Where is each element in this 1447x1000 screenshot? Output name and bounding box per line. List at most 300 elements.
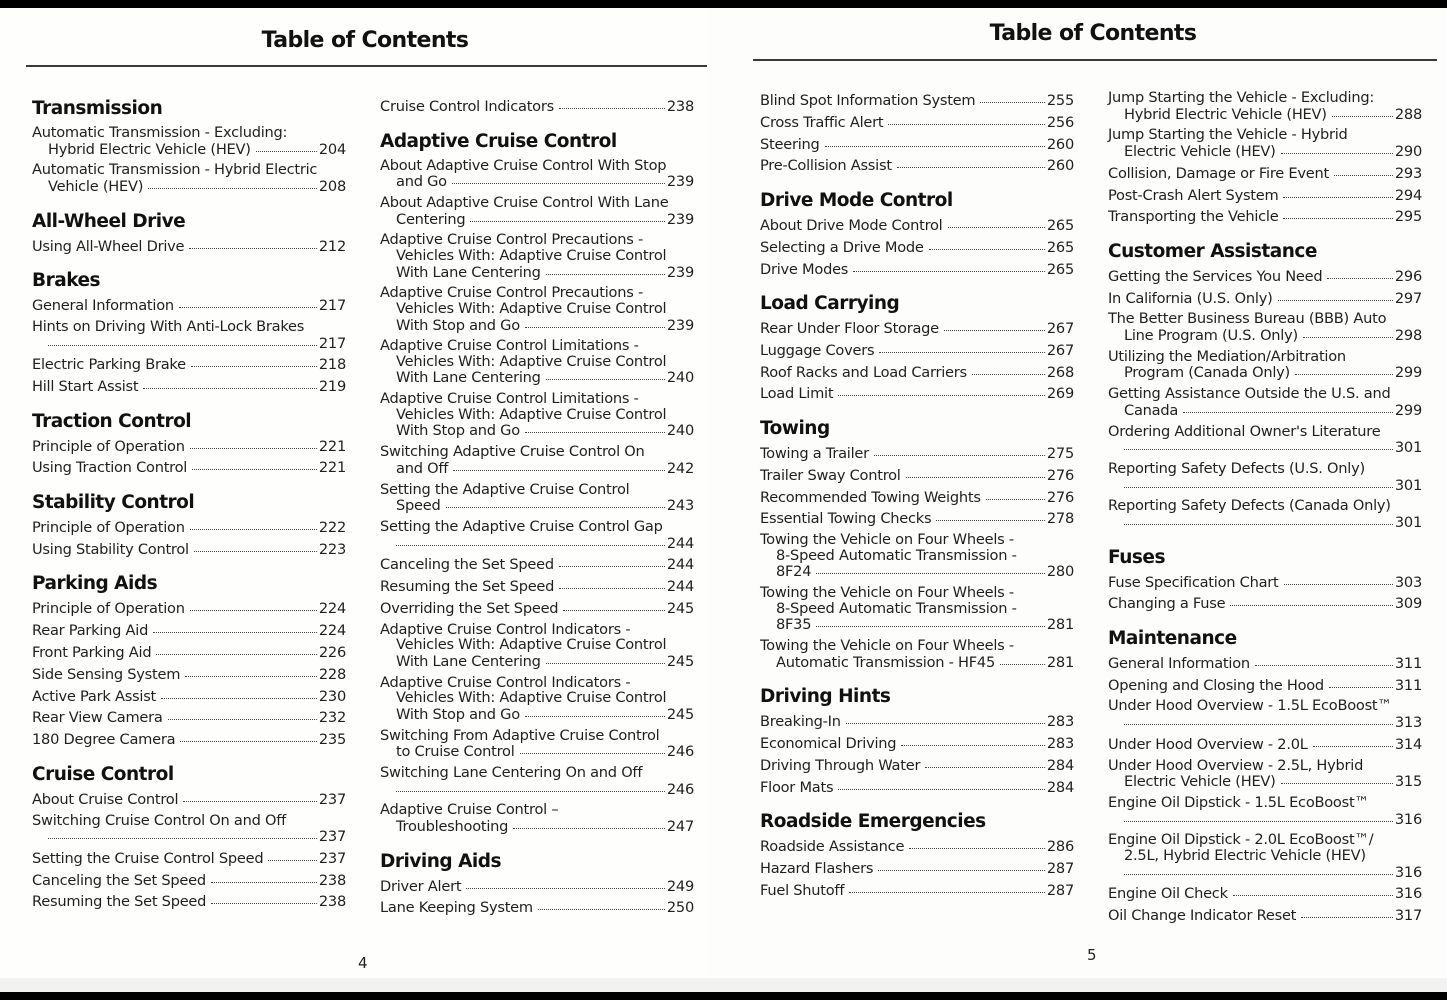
page-reference[interactable]: 267 xyxy=(1046,341,1074,359)
toc-entry[interactable] xyxy=(760,364,1074,381)
toc-entry[interactable] xyxy=(1108,386,1422,418)
toc-entry[interactable] xyxy=(1108,574,1422,591)
entry-title-line: Using Traction Control xyxy=(32,459,188,477)
toc-entry[interactable] xyxy=(1108,424,1422,456)
page-reference[interactable]: 245 xyxy=(666,599,694,617)
toc-entry[interactable] xyxy=(760,261,1074,278)
page-reference[interactable]: 286 xyxy=(1046,838,1074,856)
page-reference[interactable]: 311 xyxy=(1394,676,1422,694)
toc-entry[interactable] xyxy=(760,757,1074,774)
entry-title-line: Adaptive Cruise Control Limitations - xyxy=(380,337,639,355)
entry-title-line: 2.5L, Hybrid Electric Vehicle (HEV) xyxy=(1124,846,1366,864)
toc-entry[interactable] xyxy=(380,578,694,595)
page-reference[interactable]: 309 xyxy=(1394,595,1422,613)
toc-entry[interactable] xyxy=(1108,165,1422,182)
entry-title-line: Load Limit xyxy=(760,385,834,403)
dot-leader xyxy=(929,237,1045,250)
toc-entry[interactable] xyxy=(32,666,346,683)
toc-entry[interactable] xyxy=(32,125,346,157)
page-reference[interactable]: 212 xyxy=(318,237,346,255)
dot-leader xyxy=(1334,163,1393,176)
entry-title-line: Automatic Transmission - HF45 xyxy=(776,653,995,671)
page-reference[interactable]: 240 xyxy=(666,369,694,387)
toc-entry[interactable] xyxy=(32,438,346,455)
toc-entry[interactable] xyxy=(1108,795,1422,827)
toc-entry[interactable] xyxy=(1108,655,1422,672)
toc-entry[interactable] xyxy=(760,489,1074,506)
toc-entry[interactable] xyxy=(1108,349,1422,381)
toc-entry[interactable] xyxy=(32,872,346,889)
entry-title-line: Program (Canada Only) xyxy=(1124,364,1290,382)
section-heading: Driving Hints xyxy=(760,686,891,708)
page-reference[interactable]: 315 xyxy=(1394,773,1422,791)
toc-section xyxy=(380,851,694,916)
toc-entry[interactable] xyxy=(760,136,1074,153)
dot-leader xyxy=(520,741,665,754)
page-reference[interactable]: 265 xyxy=(1046,216,1074,234)
page-reference[interactable]: 313 xyxy=(1394,714,1422,732)
entry-title-line: Principle of Operation xyxy=(32,600,185,618)
entry-title-line: Vehicles With: Adaptive Cruise Control xyxy=(396,689,667,707)
page-reference[interactable]: 237 xyxy=(318,828,346,846)
page-reference[interactable]: 295 xyxy=(1394,208,1422,226)
toc-section xyxy=(32,764,346,910)
entry-title-line: Switching Adaptive Cruise Control On xyxy=(380,443,645,461)
toc-entry[interactable] xyxy=(32,319,346,351)
toc-entry[interactable] xyxy=(760,882,1074,899)
toc-entry[interactable] xyxy=(380,878,694,895)
page-reference[interactable]: 238 xyxy=(318,871,346,889)
page-reference[interactable]: 316 xyxy=(1394,885,1422,903)
toc-entry[interactable] xyxy=(32,297,346,314)
dot-leader xyxy=(546,367,665,380)
page-reference[interactable]: 301 xyxy=(1394,439,1422,457)
dot-leader xyxy=(948,215,1045,228)
toc-entry[interactable] xyxy=(1108,758,1422,790)
left-page xyxy=(0,8,708,992)
page-reference[interactable]: 244 xyxy=(666,534,694,552)
entry-title-line: Hill Start Assist xyxy=(32,378,139,396)
dot-leader xyxy=(525,315,665,328)
toc-entry[interactable] xyxy=(760,239,1074,256)
dot-leader xyxy=(183,789,317,802)
toc-entry[interactable] xyxy=(380,675,694,723)
entry-title-line: Hints on Driving With Anti-Lock Brakes xyxy=(32,317,305,335)
page-reference[interactable]: 287 xyxy=(1046,860,1074,877)
dot-leader xyxy=(559,96,665,109)
entry-title-line: 8F24 xyxy=(776,563,812,581)
page-reference[interactable]: 283 xyxy=(1046,713,1074,731)
entry-title-line: Economical Driving xyxy=(760,735,897,753)
dot-leader xyxy=(470,209,664,222)
page-reference[interactable]: 316 xyxy=(1394,810,1422,828)
toc-column xyxy=(1108,90,1422,940)
toc-entry[interactable] xyxy=(380,600,694,617)
entry-title-line: Pre-Collision Assist xyxy=(760,157,892,175)
entry-title-line: Jump Starting the Vehicle - Excluding: xyxy=(1108,89,1375,106)
toc-entry[interactable] xyxy=(760,114,1074,131)
page-reference[interactable]: 239 xyxy=(666,263,694,281)
page-reference[interactable]: 297 xyxy=(1394,289,1422,307)
page-reference[interactable]: 294 xyxy=(1394,186,1422,204)
toc-entry[interactable] xyxy=(380,195,694,227)
entry-title-line: Recommended Towing Weights xyxy=(760,488,981,506)
entry-title-line: Towing a Trailer xyxy=(760,445,869,463)
page-reference[interactable]: 299 xyxy=(1394,401,1422,419)
entry-title-line: About Adaptive Cruise Control With Stop xyxy=(380,156,667,174)
toc-entry[interactable] xyxy=(760,638,1074,670)
toc-entry[interactable] xyxy=(760,217,1074,234)
toc-entry[interactable] xyxy=(32,356,346,373)
dot-leader xyxy=(1313,734,1393,747)
toc-entry[interactable] xyxy=(380,728,694,760)
page-reference[interactable]: 284 xyxy=(1046,756,1074,774)
page-reference[interactable]: 288 xyxy=(1394,105,1422,123)
dot-leader xyxy=(1124,437,1393,450)
entry-title-line: Getting Assistance Outside the U.S. and xyxy=(1108,385,1391,403)
dot-leader xyxy=(453,458,665,471)
toc-entry[interactable] xyxy=(32,378,346,395)
dot-leader xyxy=(944,318,1045,331)
section-heading: Parking Aids xyxy=(32,573,158,595)
toc-entry[interactable] xyxy=(760,532,1074,580)
page-reference[interactable]: 276 xyxy=(1046,466,1074,484)
toc-entry[interactable] xyxy=(1108,127,1422,159)
toc-entry[interactable] xyxy=(380,285,694,333)
page-reference[interactable]: 239 xyxy=(666,173,694,191)
toc-entry[interactable] xyxy=(380,622,694,670)
page-reference[interactable]: 250 xyxy=(666,899,694,917)
page-reference[interactable]: 278 xyxy=(1046,510,1074,528)
entry-title-line: 180 Degree Camera xyxy=(32,731,176,749)
page-reference[interactable]: 265 xyxy=(1046,238,1074,256)
page-reference[interactable]: 293 xyxy=(1394,164,1422,182)
entry-title-line: Drive Modes xyxy=(760,260,849,278)
dot-leader xyxy=(192,457,317,470)
toc-entry[interactable] xyxy=(760,320,1074,337)
page-reference[interactable]: 316 xyxy=(1394,863,1422,881)
page-reference[interactable]: 298 xyxy=(1394,327,1422,345)
page-reference[interactable]: 235 xyxy=(318,731,346,749)
entry-title-line: Automatic Transmission - Excluding: xyxy=(32,124,288,141)
page-reference[interactable]: 230 xyxy=(318,687,346,705)
page-reference[interactable]: 217 xyxy=(318,297,346,315)
page-reference[interactable]: 228 xyxy=(318,665,346,683)
toc-entry[interactable] xyxy=(380,391,694,439)
toc-entry[interactable] xyxy=(1108,736,1422,753)
toc-entry[interactable] xyxy=(1108,698,1422,730)
toc-section xyxy=(1108,241,1422,531)
entry-title-line: Setting the Adaptive Cruise Control xyxy=(380,480,630,498)
entry-title-line: Using Stability Control xyxy=(32,540,189,558)
entry-title-line: Blind Spot Information System xyxy=(760,92,976,109)
dot-leader xyxy=(901,733,1045,746)
toc-entry[interactable] xyxy=(32,850,346,867)
page-reference[interactable]: 260 xyxy=(1046,157,1074,175)
entry-title-line: Vehicles With: Adaptive Cruise Control xyxy=(396,299,667,317)
dot-leader xyxy=(825,134,1045,147)
toc-entry[interactable] xyxy=(32,622,346,639)
entry-title-line: Roof Racks and Load Carriers xyxy=(760,363,967,381)
toc-entry[interactable] xyxy=(32,519,346,536)
toc-section xyxy=(380,98,694,115)
page-reference[interactable]: 299 xyxy=(1394,364,1422,382)
dot-leader xyxy=(563,598,665,611)
dot-leader xyxy=(180,729,317,742)
entry-title-line: Under Hood Overview - 2.0L xyxy=(1108,735,1308,753)
entry-title-line: Side Sensing System xyxy=(32,665,181,683)
page-reference[interactable]: 240 xyxy=(666,422,694,440)
page-reference[interactable]: 239 xyxy=(666,210,694,228)
toc-entry[interactable] xyxy=(32,893,346,910)
toc-entry[interactable] xyxy=(1108,290,1422,307)
toc-entry[interactable] xyxy=(1108,832,1422,880)
entry-title-line: Breaking-In xyxy=(760,713,841,731)
section-heading: Maintenance xyxy=(1108,627,1237,649)
dot-leader xyxy=(48,826,317,839)
dot-leader xyxy=(1000,652,1045,665)
page-reference[interactable]: 221 xyxy=(318,437,346,455)
entry-title-line: The Better Business Bureau (BBB) Auto xyxy=(1108,310,1387,328)
page-reference[interactable]: 301 xyxy=(1394,476,1422,494)
page-reference[interactable]: 238 xyxy=(666,98,694,115)
entry-title-line: Switching Lane Centering On and Off xyxy=(380,764,643,781)
page-number: 5 xyxy=(1087,946,1097,964)
entry-title-line: Collision, Damage or Fire Event xyxy=(1108,164,1329,182)
page-reference[interactable]: 296 xyxy=(1394,267,1422,285)
dot-leader xyxy=(156,642,317,655)
page-reference[interactable]: 238 xyxy=(318,893,346,911)
entry-title-line: In California (U.S. Only) xyxy=(1108,289,1273,307)
section-heading: Customer Assistance xyxy=(1108,240,1317,262)
toc-entry[interactable] xyxy=(760,779,1074,796)
toc-entry[interactable] xyxy=(380,98,694,115)
entry-title-line: Reporting Safety Defects (U.S. Only) xyxy=(1108,459,1365,477)
page-reference[interactable]: 226 xyxy=(318,644,346,661)
page-reference[interactable]: 244 xyxy=(666,578,694,596)
section-heading: Drive Mode Control xyxy=(760,189,953,211)
toc-entry[interactable] xyxy=(380,519,694,551)
toc-section xyxy=(32,270,346,395)
page-reference[interactable]: 217 xyxy=(318,334,346,352)
toc-entry[interactable] xyxy=(1108,311,1422,343)
dot-leader xyxy=(559,576,665,589)
page-reference[interactable]: 237 xyxy=(318,849,346,867)
dot-leader xyxy=(161,686,317,699)
toc-entry[interactable] xyxy=(32,238,346,255)
toc-entry[interactable] xyxy=(1108,90,1422,122)
dot-leader xyxy=(559,554,665,567)
entry-title-line: Canada xyxy=(1124,401,1179,419)
page-reference[interactable]: 237 xyxy=(318,790,346,808)
dot-leader xyxy=(189,236,317,249)
page-reference[interactable]: 317 xyxy=(1394,907,1422,925)
page-reference[interactable]: 287 xyxy=(1046,881,1074,899)
dot-leader xyxy=(525,420,665,433)
entry-title-line: With Lane Centering xyxy=(396,369,541,387)
toc-entry[interactable] xyxy=(32,813,346,845)
dot-leader xyxy=(1255,653,1393,666)
toc-entry[interactable] xyxy=(760,735,1074,752)
entry-title-line: Driving Through Water xyxy=(760,756,921,774)
dot-leader xyxy=(879,340,1045,353)
toc-entry[interactable] xyxy=(760,157,1074,174)
page-reference[interactable]: 255 xyxy=(1046,92,1074,109)
page-reference[interactable]: 265 xyxy=(1046,260,1074,278)
dot-leader xyxy=(191,354,317,367)
toc-entry[interactable] xyxy=(760,510,1074,527)
entry-title-line: and Off xyxy=(396,459,449,477)
page-reference[interactable]: 267 xyxy=(1046,320,1074,338)
page-reference[interactable]: 303 xyxy=(1394,573,1422,591)
page-reference[interactable]: 281 xyxy=(1046,616,1074,634)
entry-title-line: Towing the Vehicle on Four Wheels - xyxy=(760,531,1014,549)
toc-entry[interactable] xyxy=(760,713,1074,730)
dot-leader xyxy=(1124,809,1393,822)
page-reference[interactable]: 223 xyxy=(318,540,346,558)
toc-entry[interactable] xyxy=(32,600,346,617)
page-reference[interactable]: 275 xyxy=(1046,445,1074,463)
section-heading: Roadside Emergencies xyxy=(760,811,986,833)
page-reference[interactable]: 219 xyxy=(318,378,346,396)
page-reference[interactable]: 242 xyxy=(666,459,694,477)
toc-entry[interactable] xyxy=(32,688,346,705)
toc-entry[interactable] xyxy=(380,899,694,916)
toc-entry[interactable] xyxy=(1108,595,1422,612)
page-reference[interactable]: 290 xyxy=(1394,142,1422,160)
toc-entry[interactable] xyxy=(1108,268,1422,285)
toc-entry[interactable] xyxy=(32,459,346,476)
page-reference[interactable]: 314 xyxy=(1394,735,1422,753)
page-reference[interactable]: 232 xyxy=(318,709,346,727)
toc-section xyxy=(1108,547,1422,612)
page-reference[interactable]: 280 xyxy=(1046,563,1074,581)
dot-leader xyxy=(1303,325,1393,338)
page-reference[interactable]: 224 xyxy=(318,600,346,618)
page-reference[interactable]: 249 xyxy=(666,877,694,895)
page-reference[interactable]: 245 xyxy=(666,705,694,723)
section-heading: Adaptive Cruise Control xyxy=(380,130,617,152)
page-reference[interactable]: 204 xyxy=(318,140,346,158)
page-reference[interactable]: 284 xyxy=(1046,778,1074,796)
toc-entry[interactable] xyxy=(760,445,1074,462)
toc-entry[interactable] xyxy=(1108,677,1422,694)
toc-entry[interactable] xyxy=(1108,498,1422,530)
page-reference[interactable]: 269 xyxy=(1046,385,1074,403)
entry-title-line: Adaptive Cruise Control Limitations - xyxy=(380,390,639,408)
page-reference[interactable]: 283 xyxy=(1046,735,1074,753)
toc-entry[interactable] xyxy=(32,162,346,194)
toc-entry[interactable] xyxy=(760,385,1074,402)
toc-entry[interactable] xyxy=(380,482,694,514)
page-reference[interactable]: 208 xyxy=(318,177,346,195)
page-reference[interactable]: 301 xyxy=(1394,513,1422,531)
entry-title-line: Adaptive Cruise Control Indicators - xyxy=(380,620,631,638)
page-reference[interactable]: 243 xyxy=(666,497,694,515)
toc-entry[interactable] xyxy=(760,467,1074,484)
toc-entry[interactable] xyxy=(1108,885,1422,902)
toc-section xyxy=(32,573,346,747)
toc-entry[interactable] xyxy=(32,541,346,558)
page-reference[interactable]: 222 xyxy=(318,519,346,537)
toc-entry[interactable] xyxy=(380,158,694,190)
toc-entry[interactable] xyxy=(1108,187,1422,204)
entry-title-line: Active Park Assist xyxy=(32,687,157,705)
page-reference[interactable]: 311 xyxy=(1394,654,1422,672)
dot-leader xyxy=(525,704,665,717)
page-reference[interactable]: 256 xyxy=(1046,113,1074,131)
page-reference[interactable]: 218 xyxy=(318,356,346,374)
entry-title-line: Cruise Control Indicators xyxy=(380,98,554,115)
page-reference[interactable]: 224 xyxy=(318,622,346,640)
page-reference[interactable]: 268 xyxy=(1046,363,1074,381)
toc-entry[interactable] xyxy=(760,838,1074,855)
toc-entry[interactable] xyxy=(380,232,694,280)
entry-title-line: Vehicles With: Adaptive Cruise Control xyxy=(396,352,667,370)
dot-leader xyxy=(897,155,1045,168)
section-heading: Driving Aids xyxy=(380,850,501,872)
toc-entry[interactable] xyxy=(1108,208,1422,225)
toc-entry[interactable] xyxy=(32,644,346,661)
page-reference[interactable]: 245 xyxy=(666,652,694,670)
entry-title-line: and Go xyxy=(396,173,447,191)
entry-title-line: Fuse Specification Chart xyxy=(1108,573,1279,591)
dot-leader xyxy=(936,508,1045,521)
page-reference[interactable]: 239 xyxy=(666,316,694,334)
page-reference[interactable]: 221 xyxy=(318,459,346,477)
toc-entry[interactable] xyxy=(1108,907,1422,924)
page-reference[interactable]: 281 xyxy=(1046,653,1074,671)
entry-title-line: Principle of Operation xyxy=(32,437,185,455)
toc-entry[interactable] xyxy=(32,709,346,726)
toc-entry[interactable] xyxy=(760,860,1074,877)
dot-leader xyxy=(466,876,665,889)
page-reference[interactable]: 246 xyxy=(666,743,694,761)
toc-entry[interactable] xyxy=(380,765,694,797)
toc-entry[interactable] xyxy=(380,444,694,476)
page-reference[interactable]: 276 xyxy=(1046,488,1074,506)
toc-entry[interactable] xyxy=(1108,461,1422,493)
toc-entry[interactable] xyxy=(380,338,694,386)
toc-entry[interactable] xyxy=(32,731,346,748)
toc-entry[interactable] xyxy=(380,802,694,834)
toc-entry[interactable] xyxy=(32,791,346,808)
entry-title-line: Cross Traffic Alert xyxy=(760,113,884,131)
dot-leader xyxy=(1301,905,1393,918)
dot-leader xyxy=(816,614,1045,627)
page-reference[interactable]: 246 xyxy=(666,780,694,798)
dot-leader xyxy=(148,176,317,189)
toc-entry[interactable] xyxy=(760,92,1074,109)
entry-title-line: Engine Oil Dipstick - 2.0L EcoBoost™/ xyxy=(1108,831,1374,849)
toc-section xyxy=(760,811,1074,898)
toc-section xyxy=(760,418,1074,670)
entry-title-line: With Stop and Go xyxy=(396,705,520,723)
entry-title-line: Lane Keeping System xyxy=(380,899,533,917)
page-reference[interactable]: 260 xyxy=(1046,135,1074,153)
toc-section xyxy=(760,92,1074,174)
toc-entry[interactable] xyxy=(380,556,694,573)
entry-title-line: Transporting the Vehicle xyxy=(1108,208,1279,226)
toc-entry[interactable] xyxy=(760,342,1074,359)
toc-entry[interactable] xyxy=(760,585,1074,633)
header-rule xyxy=(753,59,1437,61)
entry-title-line: With Lane Centering xyxy=(396,652,541,670)
dot-leader xyxy=(1124,475,1393,488)
page-reference[interactable]: 244 xyxy=(666,556,694,574)
entry-title-line: Overriding the Set Speed xyxy=(380,599,559,617)
page-reference[interactable]: 247 xyxy=(666,817,694,835)
